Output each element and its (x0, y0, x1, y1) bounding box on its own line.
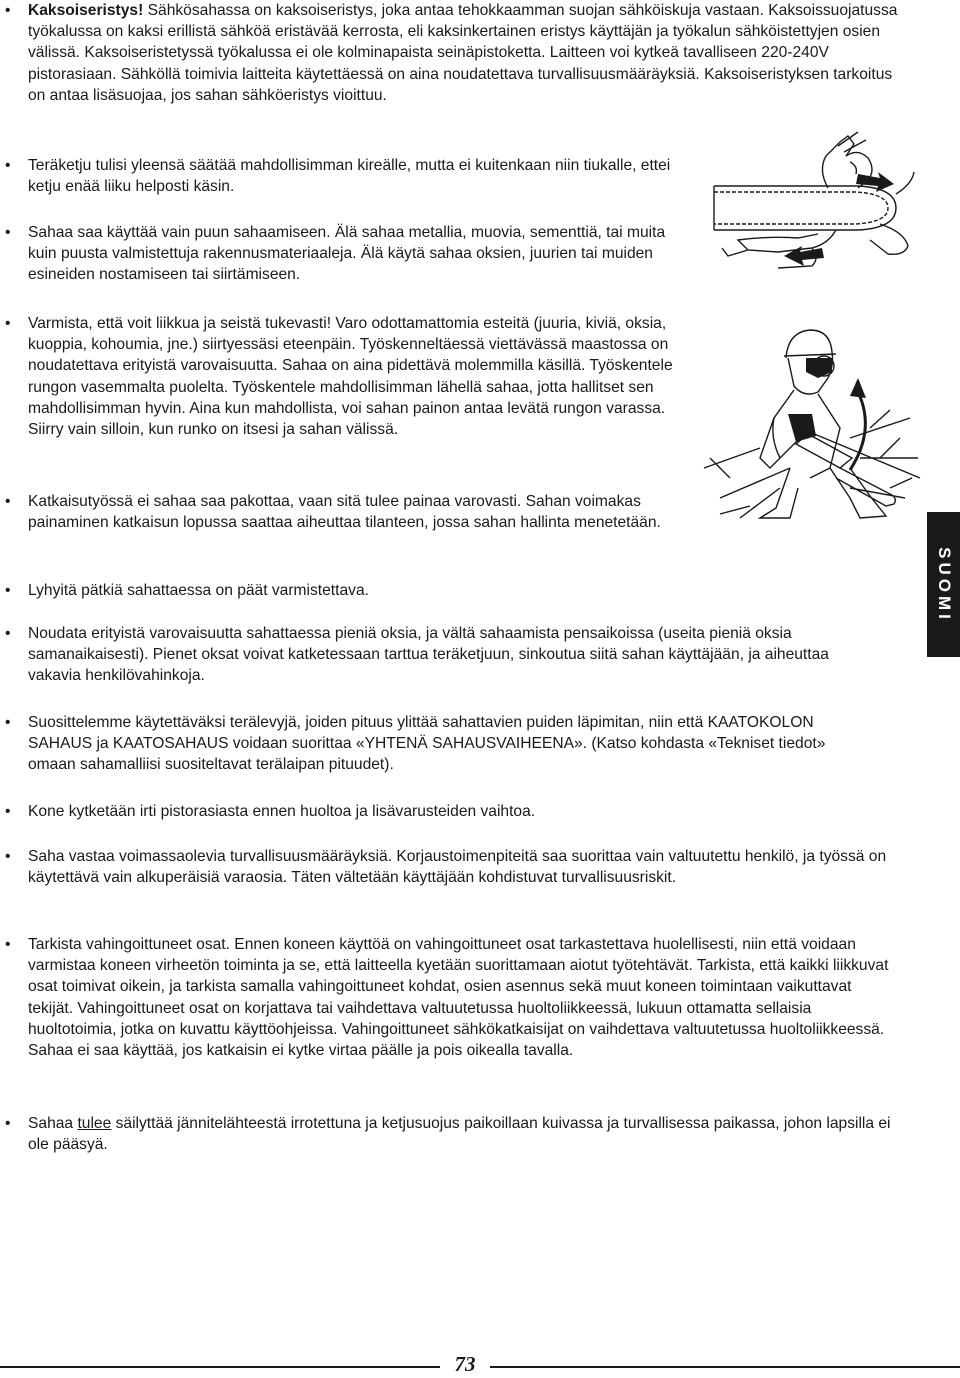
list-item-text: Saha vastaa voimassaolevia turvallisuusmääräyksiä. Korjaustoimenpiteitä saa suorittaa vain valtuutettu henkilö, ja työssä on käytettävä vain alkuperäisiä varaosia. Täten vältetään käyttäjään kohdistuvat turvallisuusriskit. (28, 848, 887, 887)
list-item (0, 712, 900, 778)
list-item (0, 0, 900, 132)
list-item (0, 222, 700, 288)
list-item-text: Teräketju tulisi yleensä säätää mahdollisimman kireälle, mutta ei kuitenkaan niin tiukalle, ettei ketju enää liiku helposti käsin. (28, 157, 671, 196)
language-side-tab (927, 512, 960, 657)
text-before: Sahaa (28, 1115, 78, 1132)
bullet-dot: • (5, 803, 11, 820)
bullet-dot: • (5, 1115, 11, 1132)
list-item (0, 155, 700, 200)
bullet-dot: • (5, 315, 11, 332)
bullet-dot: • (5, 157, 11, 174)
text-after: säilyttää jännitelähteestä irrotettuna ja ketjusuojus paikoillaan kuivassa ja turvallisessa paikassa, johon lapsilla ei ole pääsyä. (28, 1115, 891, 1154)
list-item-text: Tarkista vahingoittuneet osat. Ennen koneen käyttöä on vahingoittuneet osat tarkastettava huolellisesti, niin että voidaan varmistaa koneen virheetön toiminta ja se, että laitteella kyetään suorittamaan aiotut työtehtävät. Tarkista, että kaikki liikkuvat osat toimivat oikein, ja tarkista samalla vahingoittuneet kohdat, osien asennus sekä muut koneen toimintaan vaikuttavat tekijät. Vahingoittuneet osat on korjattava tai vaihdettava valtuutetussa huoltoliikkeessä, lukuun ottamatta sellaisia huoltotoimia, jotka on kuvattu käyttöohjeissa. Vahingoittuneet sähkökatkaisijat on vaihdettava valtuutetussa huoltoliikkeessä. Sahaa ei saa käyttää, jos katkaisin ei kytke virtaa päälle ja pois oikealla tavalla. (28, 936, 889, 1060)
page-number: 73 (440, 1352, 490, 1377)
list-item-text: Suosittelemme käytettäväksi terälevyjä, joiden pituus ylittää sahattavien puiden läpimitan, niin että KAATOKOLON SAHAUS ja KAATOSAHAUS voidaan suorittaa «YHTENÄ SAHAUSVAIHEENA». (Katso kohdasta «Tekniset tiedot» omaan sahamalliisi suositeltavat terälaipan pituudet). (28, 714, 826, 774)
list-item (0, 934, 900, 1090)
list-item-text: Sahaa saa käyttää vain puun sahaamiseen. Älä sahaa metallia, muovia, sementtiä, tai muita kuin puusta valmistettuja rakennusmateriaaleja. Älä käytä sahaa oksien, juurien tai muiden esineiden nostamiseen tai siirtämiseen. (28, 224, 666, 284)
bullet-dot: • (5, 714, 11, 731)
list-item (0, 313, 700, 467)
list-item-text: Kone kytketään irti pistorasiasta ennen huoltoa ja lisävarusteiden vaihtoa. (28, 803, 536, 820)
bold-lead: Kaksoiseristys! (28, 2, 144, 19)
list-item (0, 623, 900, 689)
list-item (0, 846, 900, 912)
list-item-text: Varmista, että voit liikkua ja seistä tukevasti! Varo odottamattomia esteitä (juuria, kiviä, oksia, kuoppia, kohoumia, jne.) siirtyessäsi eteenpäin. Työskenneltäessä viettävässä maastossa on noudatettava erityistä varovaisuutta. Sahaa on aina pidettävä molemmilla käsillä. Työskentele rungon vasemmalta puolelta. Työskentele mahdollisimman lähellä sahaa, jotta hallitset sen mahdollisimman hyvin. Aina kun mahdollista, voi sahan painon antaa levätä rungon varassa. Siirry vain silloin, kun runko on itsesi ja sahan välissä. (28, 315, 673, 439)
bullet-dot: • (5, 625, 11, 642)
list-item (0, 1113, 900, 1158)
side-tab-label: SUOMI (934, 546, 954, 623)
list-item-body: Sähkösahassa on kaksoiseristys, joka antaa tehokkaamman suojan sähköiskuja vastaan. Kaksoissuojatussa työkalussa on kaksi erillistä sähköä eristävää kerrosta, eli kaksinkertainen eristys käyttäjän ja työkalun sähköistettyjen osien välissä. Kaksoiseristetyssä työkalussa ei ole kolminapaista seinäpistoketta. Laitteen voi kytkeä tavalliseen 220-240V pistorasiaan. Sähköllä toimivia laitteita käytettäessä on aina noudatettava turvallisuusmääräyksiä. Kaksoiseristyksen tarkoitus on antaa lisäsuojaa, jos sahan sähköeristys vioittuu. (28, 2, 898, 104)
list-item (0, 801, 900, 823)
list-item-text (28, 1113, 898, 1155)
chain-tension-hands-illustration (708, 128, 920, 278)
bullet-dot: • (5, 848, 11, 865)
bullet-dot: • (5, 936, 11, 953)
bullet-dot: • (5, 224, 11, 241)
list-item (0, 491, 700, 557)
chainsaw-operator-illustration (700, 318, 922, 528)
bullet-dot: • (5, 2, 11, 19)
underlined-word: tulee (77, 1115, 112, 1132)
list-item-text: Lyhyitä pätkiä sahattaessa on päät varmistettava. (28, 582, 369, 599)
list-item-text (28, 0, 898, 106)
bullet-dot: • (5, 582, 11, 599)
footer-rule-right (490, 1366, 960, 1368)
list-item-text: Noudata erityistä varovaisuutta sahattaessa pieniä oksia, ja vältä sahaamista pensaikoissa (useita pieniä oksia samanaikaisesti). Pienet oksat voivat katketessaan tarttua teräketjuun, sinkoutua siitä sahan käyttäjään, ja aiheuttaa vakavia henkilövahinkoja. (28, 625, 829, 685)
list-item (0, 580, 700, 602)
footer-rule-left (0, 1366, 440, 1368)
list-item-text: Katkaisutyössä ei sahaa saa pakottaa, vaan sitä tulee painaa varovasti. Sahan voimakas painaminen katkaisun lopussa saattaa aiheuttaa tilanteen, jossa sahan hallinta menetetään. (28, 493, 661, 532)
bullet-dot: • (5, 493, 11, 510)
